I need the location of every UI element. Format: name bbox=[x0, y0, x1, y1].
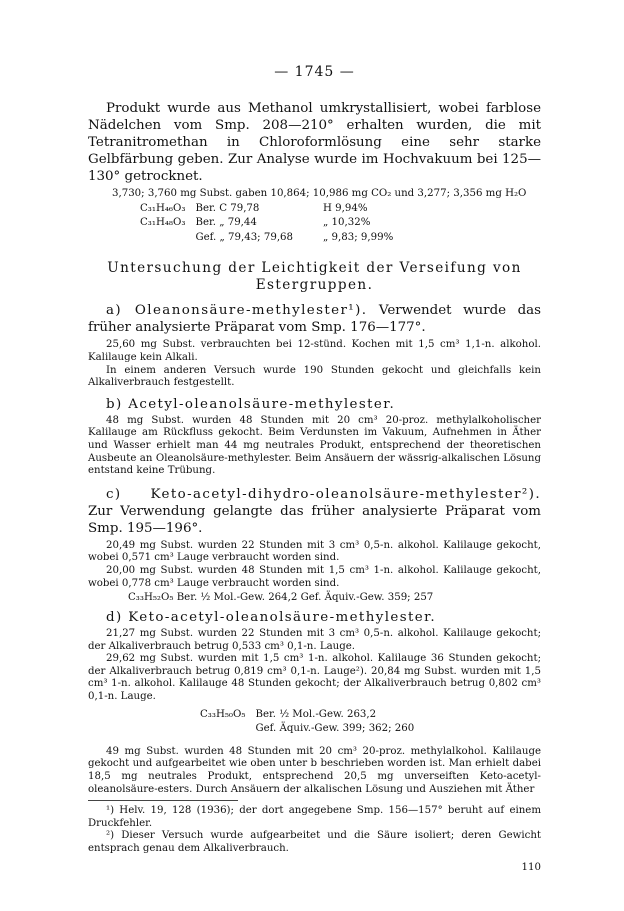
section-a-p1: 25,60 mg Subst. verbrauchten bei 12-stünd. Kochen mit 1,5 cm³ 1,1-n. alkohol. Kalilauge kein Alkali. bbox=[88, 339, 541, 363]
section-c-text: Zur Verwendung gelangte das früher analysierte Präparat vom Smp. 195—196°. bbox=[88, 503, 541, 536]
section-d-p1: 21,27 mg Subst. wurden 22 Stunden mit 3 cm³ 0,5-n. alkohol. Kalilauge gekocht; der Alkaliverbrauch betrug 0,533 cm³ 0,1-n. Lauge. bbox=[88, 628, 541, 652]
analysis-line: 3,730; 3,760 mg Subst. gaben 10,864; 10,986 mg CO₂ und 3,277; 3,356 mg H₂O bbox=[112, 188, 527, 199]
section-a-title: a) Oleanonsäure-methylester¹). bbox=[106, 303, 368, 319]
section-c-p2: 20,00 mg Subst. wurden 48 Stunden mit 1,5 cm³ 1-n. alkohol. Kalilauge gekocht, wobei 0,778 cm³ Lauge verbraucht worden sind. bbox=[88, 564, 541, 589]
value-cell: „ 10,32% bbox=[323, 217, 371, 229]
intro-paragraph: Produkt wurde aus Methanol umkrystallisiert, wobei farblose Nädelchen vom Smp. 208—210° erhalten wurden, die mit Tetranitromethan in Chloroformlösung eine sehr starke Gelbfärbung geben. Zur Analyse wurde im Hochvakuum bei 125—130° getrocknet. bbox=[88, 101, 541, 184]
section-c-p1: 20,49 mg Subst. wurden 22 Stunden mit 3 cm³ 0,5-n. alkohol. Kalilauge gekocht, wobei 0,571 cm³ Lauge verbraucht worden sind. bbox=[88, 539, 541, 564]
section-b-title: b) Acetyl-oleanolsäure-methylester. bbox=[106, 396, 396, 412]
value-cell: Ber. C 79,78 bbox=[195, 202, 260, 214]
value-cell: H 9,94% bbox=[323, 202, 368, 214]
section-b-p1: 48 mg Subst. wurden 48 Stunden mit 20 cm³ 20-proz. methylalkoholischer Kalilauge am Rückfluss gekocht. Beim Verdunsten im Vakuum, Aufnehmen in Äther und Wasser erhielt man 44 mg neutrales Produkt, entsprechend der theoretischen Ausbeute an Oleanolsäure-methylester. Beim Ansäuern der wässrig-alkalischen Lösung entstand keine Trübung. bbox=[88, 414, 541, 477]
value-cell: „ 9,83; 9,99% bbox=[323, 231, 394, 243]
section-a-p2: In einem anderen Versuch wurde 190 Stunden gekocht und gleichfalls kein Alkaliverbrauch festgestellt. bbox=[88, 364, 541, 389]
formula-cell: C₃₃H₅₀O₅ bbox=[200, 708, 246, 720]
section-d-p2: 29,62 mg Subst. wurden mit 1,5 cm³ 1-n. alkohol. Kalilauge 36 Stunden gekocht; der Alkaliverbrauch betrug 0,819 cm³ 0,1-n. Lauge²). 20,84 mg Subst. wurden mit 1,5 cm³ 1-n. alkohol. Kalilauge 48 Stunden gekocht; der Alkaliverbrauch betrug 0,802 cm³ 0,1-n. Lauge. bbox=[88, 653, 541, 703]
value-cell: Gef. „ 79,43; 79,68 bbox=[195, 231, 294, 243]
formula-cell bbox=[200, 723, 253, 736]
section-c bbox=[88, 486, 541, 537]
formula-cell: C₃₁H₄₆O₃ bbox=[140, 202, 186, 214]
section-d-p3: 49 mg Subst. wurden 48 Stunden mit 20 cm³ 20-proz. methylalkohol. Kalilauge gekocht und aufgearbeitet wie oben unter b beschrieben worden ist. Man erhielt dabei 18,5 mg neutrales Produkt, entsprechend 20,5 mg unverseiften Keto-acetyl-oleanolsäure-esters. Durch Ansäuern der alkalischen Lösung und Ausziehen mit Äther bbox=[88, 745, 541, 795]
document-page bbox=[88, 64, 541, 873]
section-a bbox=[88, 302, 541, 336]
section-d-formula-table bbox=[198, 707, 424, 738]
footnote-2: ²) Dieser Versuch wurde aufgearbeitet und die Säure isoliert; deren Gewicht entsprach genau dem Alkaliverbrauch. bbox=[88, 830, 541, 854]
footnote-1: ¹) Helv. 19, 128 (1936); der dort angegebene Smp. 156—157° beruht auf einem Druckfehler. bbox=[88, 805, 541, 829]
page-number: — 1745 — bbox=[274, 64, 355, 80]
section-c-formula: C₃₃H₅₂O₅ Ber. ½ Mol.-Gew. 264,2 Gef. Äquiv.-Gew. 359; 257 bbox=[128, 592, 434, 604]
analysis-table bbox=[138, 201, 403, 247]
footnote-divider bbox=[88, 800, 238, 801]
section-a-text: Verwendet wurde das früher analysierte Präparat vom Smp. 176—177°. bbox=[88, 303, 542, 336]
value-cell: Ber. „ 79,44 bbox=[195, 217, 257, 229]
analysis-row bbox=[140, 217, 401, 230]
value-cell: Ber. ½ Mol.-Gew. 263,2 bbox=[255, 708, 377, 720]
formula-cell: C₃₁H₄₈O₃ bbox=[140, 217, 186, 229]
analysis-row bbox=[140, 232, 401, 245]
section-heading: Untersuchung der Leichtigkeit der Verseifung von Estergruppen. bbox=[107, 260, 522, 294]
section-d-title: d) Keto-acetyl-oleanolsäure-methylester. bbox=[106, 610, 437, 626]
formula-row bbox=[200, 709, 422, 722]
analysis-row bbox=[140, 203, 401, 216]
folio: 110 bbox=[521, 861, 541, 873]
section-c-title: c) Keto-acetyl-dihydro-oleanolsäure-methylester²). bbox=[106, 486, 541, 502]
value-cell: Gef. Äquiv.-Gew. 399; 362; 260 bbox=[255, 723, 415, 735]
formula-cell bbox=[140, 232, 193, 245]
formula-row bbox=[200, 723, 422, 736]
